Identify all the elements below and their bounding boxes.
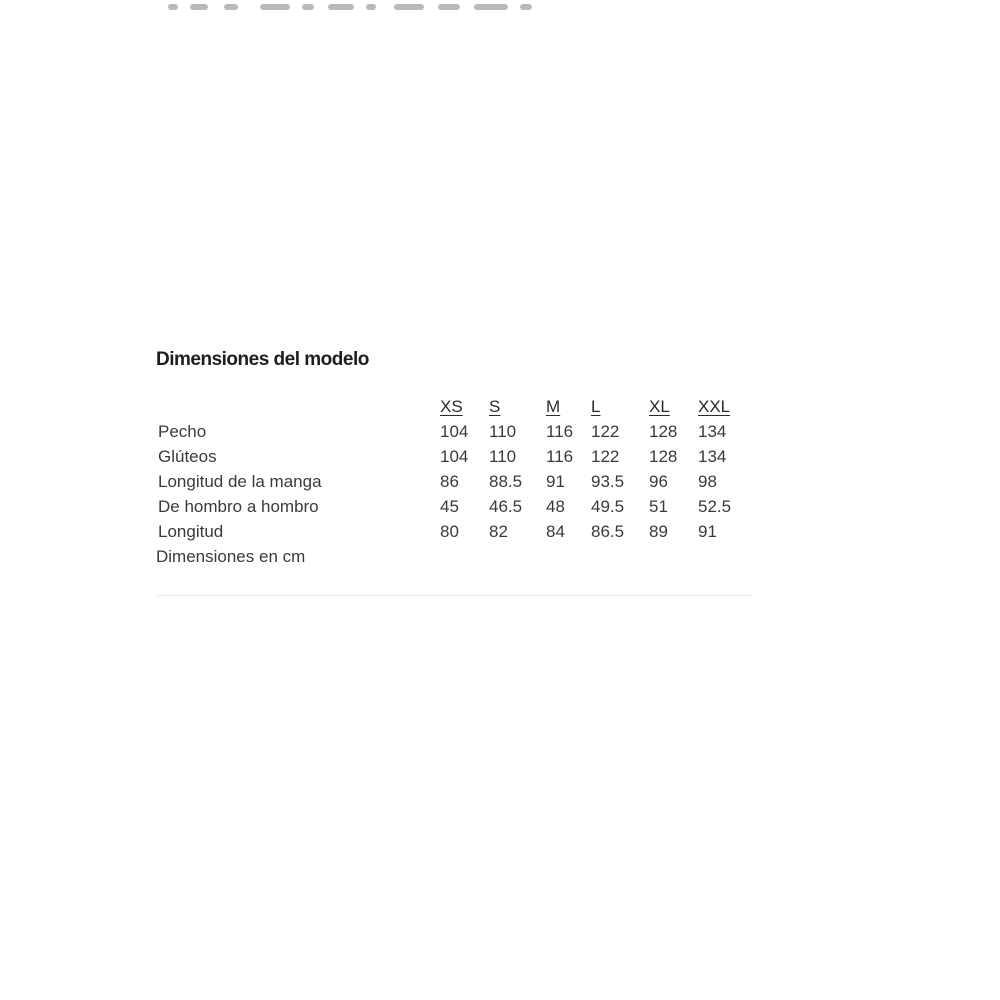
table-cell: 52.5 (698, 497, 732, 516)
size-header-xxl[interactable] (698, 394, 748, 419)
table-cell: 89 (649, 522, 668, 541)
table-cell: 128 (649, 447, 678, 466)
size-link-m[interactable]: M (546, 397, 561, 416)
section-divider (156, 595, 752, 596)
size-link-xs[interactable]: XS (440, 397, 463, 416)
size-header-row (156, 394, 748, 419)
table-cell: 86.5 (591, 522, 625, 541)
table-row-longitud (156, 519, 748, 544)
table-cell: 134 (698, 447, 727, 466)
table-row-longitud-manga (156, 469, 748, 494)
table-cell: 128 (649, 422, 678, 441)
table-cell: 91 (698, 522, 717, 541)
table-cell: 104 (440, 422, 469, 441)
table-cell: 96 (649, 472, 668, 491)
section-title: Dimensiones del modelo (156, 349, 369, 370)
table-cell: 116 (546, 422, 574, 441)
table-cell: 122 (591, 447, 620, 466)
units-note: Dimensiones en cm (156, 547, 306, 566)
header-label-cell (156, 394, 440, 419)
table-cell: 93.5 (591, 472, 625, 491)
row-label: Longitud de la manga (158, 472, 322, 491)
table-cell: 48 (546, 497, 565, 516)
size-link-xl[interactable]: XL (649, 397, 670, 416)
size-header-m[interactable] (546, 394, 591, 419)
table-cell: 110 (489, 447, 517, 466)
table-row-pecho (156, 419, 748, 444)
table-cell: 116 (546, 447, 574, 466)
table-cell: 98 (698, 472, 717, 491)
size-link-s[interactable]: S (489, 397, 501, 416)
row-label: Glúteos (158, 447, 217, 466)
model-dimensions-section (156, 346, 752, 566)
table-cell: 84 (546, 522, 565, 541)
table-cell: 91 (546, 472, 565, 491)
table-cell: 88.5 (489, 472, 523, 491)
row-label: Longitud (158, 522, 224, 541)
table-cell: 80 (440, 522, 459, 541)
table-cell: 82 (489, 522, 508, 541)
size-link-l[interactable]: L (591, 397, 601, 416)
table-cell: 86 (440, 472, 459, 491)
size-header-xs[interactable] (440, 394, 489, 419)
table-row-hombro-a-hombro (156, 494, 748, 519)
table-row-gluteos (156, 444, 748, 469)
size-link-xxl[interactable]: XXL (698, 397, 731, 416)
row-label: Pecho (158, 422, 207, 441)
table-cell: 45 (440, 497, 459, 516)
clipped-text-above (168, 0, 548, 14)
size-header-xl[interactable] (649, 394, 698, 419)
size-chart-table (156, 394, 748, 544)
table-cell: 49.5 (591, 497, 625, 516)
table-cell: 110 (489, 422, 517, 441)
table-cell: 122 (591, 422, 620, 441)
row-label: De hombro a hombro (158, 497, 319, 516)
table-cell: 104 (440, 447, 469, 466)
table-cell: 46.5 (489, 497, 523, 516)
table-cell: 134 (698, 422, 727, 441)
size-header-s[interactable] (489, 394, 546, 419)
table-cell: 51 (649, 497, 668, 516)
size-header-l[interactable] (591, 394, 649, 419)
